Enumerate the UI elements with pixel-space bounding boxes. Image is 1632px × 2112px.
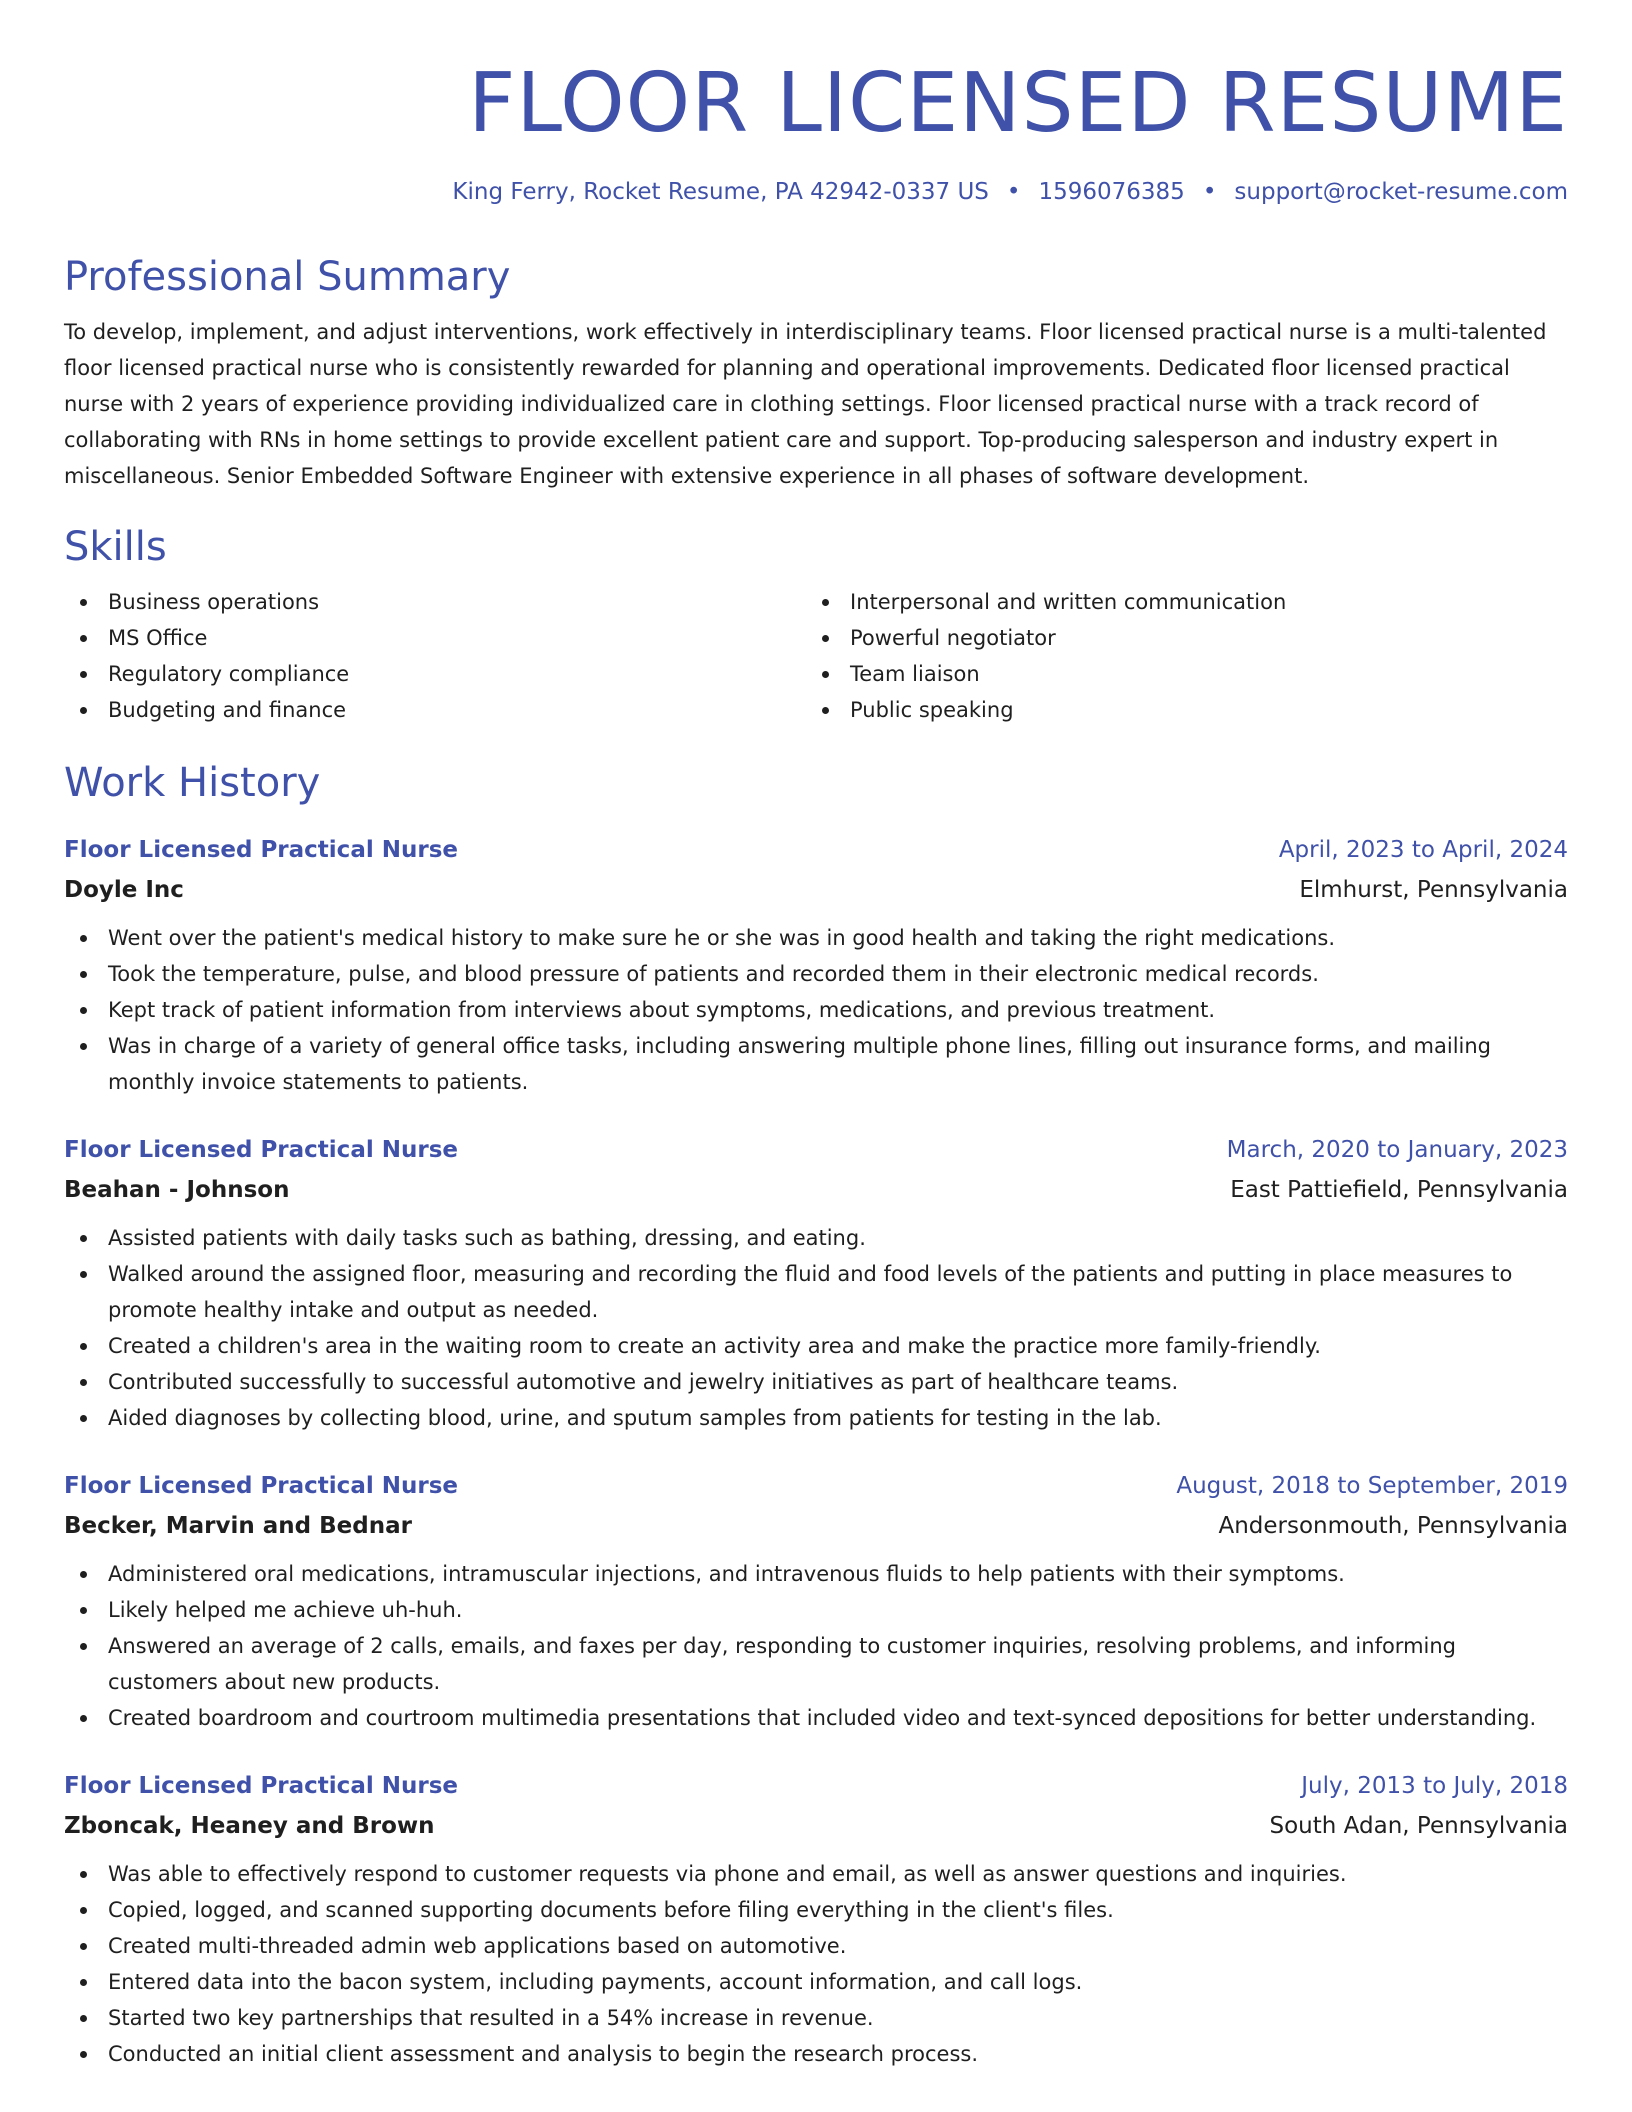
- summary-heading: Professional Summary: [64, 254, 511, 300]
- bullet-icon: [80, 1271, 87, 1278]
- job-location: Andersonmouth, Pennsylvania: [1218, 1513, 1568, 1539]
- job-bullet: [64, 1220, 1568, 1256]
- bullet-icon: [80, 1571, 87, 1578]
- skill-item-text: Public speaking: [850, 698, 1014, 722]
- job-title-row: [64, 1766, 1568, 1806]
- bullet-icon: [80, 1607, 87, 1614]
- job-company: Zboncak, Heaney and Brown: [64, 1813, 435, 1839]
- job-title: Floor Licensed Practical Nurse: [64, 837, 458, 863]
- skill-item-text: Business operations: [108, 590, 320, 614]
- job-company-row: [64, 1170, 1568, 1210]
- job-bullet: [64, 1964, 1568, 2000]
- skill-item: [806, 620, 1548, 656]
- job-entry: [64, 1766, 1568, 2072]
- job-dates: March, 2020 to January, 2023: [1226, 1137, 1568, 1163]
- bullet-icon: [80, 1007, 87, 1014]
- job-bullet-text: Took the temperature, pulse, and blood pressure of patients and recorded them in their electronic medical records.: [108, 962, 1319, 986]
- job-entry: [64, 830, 1568, 1100]
- job-bullets: [64, 1556, 1568, 1736]
- job-bullet-text: Entered data into the bacon system, including payments, account information, and call logs.: [108, 1970, 1083, 1994]
- job-entry: [64, 1466, 1568, 1736]
- bullet-icon: [80, 971, 87, 978]
- bullet-icon: [80, 1235, 87, 1242]
- job-bullet: [64, 1364, 1568, 1400]
- job-bullet-text: Administered oral medications, intramuscular injections, and intravenous fluids to help patients with their symptoms.: [108, 1562, 1345, 1586]
- job-bullet-text: Answered an average of 2 calls, emails, and faxes per day, responding to customer inquiries, resolving problems, and informing customers about new products.: [108, 1634, 1456, 1694]
- job-title: Floor Licensed Practical Nurse: [64, 1137, 458, 1163]
- resume-page: [64, 0, 1568, 2072]
- contact-separator: •: [1006, 179, 1021, 205]
- job-location: East Pattiefield, Pennsylvania: [1230, 1177, 1568, 1203]
- contact-line: [64, 176, 1568, 208]
- bullet-icon: [80, 2015, 87, 2022]
- bullet-icon: [80, 1871, 87, 1878]
- job-bullet: [64, 1328, 1568, 1364]
- bullet-icon: [80, 1415, 87, 1422]
- job-bullet-text: Was in charge of a variety of general office tasks, including answering multiple phone lines, filling out insurance forms, and mailing monthly invoice statements to patients.: [108, 1034, 1492, 1094]
- skill-item: [64, 584, 806, 620]
- job-bullet-text: Assisted patients with daily tasks such as bathing, dressing, and eating.: [108, 1226, 866, 1250]
- job-bullet-text: Aided diagnoses by collecting blood, urine, and sputum samples from patients for testing in the lab.: [108, 1406, 1162, 1430]
- job-title-row: [64, 1466, 1568, 1506]
- work-history-list: [64, 830, 1568, 2072]
- job-location: South Adan, Pennsylvania: [1269, 1813, 1568, 1839]
- job-company-row: [64, 1506, 1568, 1546]
- bullet-icon: [80, 935, 87, 942]
- skill-item-text: MS Office: [108, 626, 208, 650]
- job-bullets: [64, 1856, 1568, 2072]
- job-bullet: [64, 1592, 1568, 1628]
- bullet-icon: [822, 599, 829, 606]
- skill-item: [64, 656, 806, 692]
- job-company: Beahan - Johnson: [64, 1177, 290, 1203]
- bullet-icon: [822, 707, 829, 714]
- job-bullet: [64, 1400, 1568, 1436]
- job-title: Floor Licensed Practical Nurse: [64, 1773, 458, 1799]
- summary-text: To develop, implement, and adjust interventions, work effectively in interdisciplinary teams. Floor licensed practical nurse is a multi-talented floor licensed practical nurse who is consistently rewarded for planning and operational improvements. Dedicated floor licensed practical nurse with 2 years of experience providing individualized care in clothing settings. Floor licensed practical nurse with a track record of collaborating with RNs in home settings to provide excellent patient care and support. Top-producing salesperson and industry expert in miscellaneous. Senior Embedded Software Engineer with extensive experience in all phases of software development.: [64, 320, 1547, 488]
- job-company: Becker, Marvin and Bednar: [64, 1513, 412, 1539]
- job-bullet-text: Created multi-threaded admin web applications based on automotive.: [108, 1934, 847, 1958]
- resume-header: [64, 54, 1568, 208]
- job-bullet-text: Walked around the assigned floor, measuring and recording the fluid and food levels of the patients and putting in place measures to promote healthy intake and output as needed.: [108, 1262, 1513, 1322]
- job-company: Doyle Inc: [64, 877, 184, 903]
- bullet-icon: [80, 1343, 87, 1350]
- job-bullet-text: Conducted an initial client assessment and analysis to begin the research process.: [108, 2042, 979, 2066]
- job-location: Elmhurst, Pennsylvania: [1299, 877, 1568, 903]
- contact-separator: •: [1202, 179, 1217, 205]
- job-company-row: [64, 1806, 1568, 1846]
- job-title: Floor Licensed Practical Nurse: [64, 1473, 458, 1499]
- job-bullets: [64, 920, 1568, 1100]
- bullet-icon: [80, 671, 87, 678]
- bullet-icon: [80, 2051, 87, 2058]
- job-bullet: [64, 1628, 1568, 1700]
- job-bullet-text: Copied, logged, and scanned supporting documents before filing everything in the client's files.: [108, 1898, 1114, 1922]
- job-bullet-text: Likely helped me achieve uh-huh.: [108, 1598, 463, 1622]
- job-dates: April, 2023 to April, 2024: [1278, 837, 1568, 863]
- job-dates: July, 2013 to July, 2018: [1301, 1773, 1568, 1799]
- bullet-icon: [80, 1043, 87, 1050]
- job-company-row: [64, 870, 1568, 910]
- bullet-icon: [80, 707, 87, 714]
- skill-item: [806, 656, 1548, 692]
- skill-item-text: Powerful negotiator: [850, 626, 1056, 650]
- contact-phone: 1596076385: [1038, 179, 1185, 205]
- job-title-row: [64, 1130, 1568, 1170]
- skill-item: [806, 692, 1548, 728]
- job-bullet-text: Was able to effectively respond to customer requests via phone and email, as well as answer questions and inquiries.: [108, 1862, 1347, 1886]
- job-bullet-text: Created a children's area in the waiting room to create an activity area and make the practice more family-friendly.: [108, 1334, 1321, 1358]
- skill-item-text: Budgeting and finance: [108, 698, 347, 722]
- bullet-icon: [822, 635, 829, 642]
- job-dates: August, 2018 to September, 2019: [1176, 1473, 1568, 1499]
- bullet-icon: [80, 1715, 87, 1722]
- job-bullet: [64, 2000, 1568, 2036]
- job-bullet: [64, 1892, 1568, 1928]
- job-bullet: [64, 920, 1568, 956]
- skill-item: [64, 620, 806, 656]
- job-bullet-text: Kept track of patient information from interviews about symptoms, medications, and previous treatment.: [108, 998, 1216, 1022]
- skill-item-text: Regulatory compliance: [108, 662, 350, 686]
- resume-name: FLOOR LICENSED RESUME: [468, 56, 1568, 151]
- bullet-icon: [80, 1943, 87, 1950]
- job-bullet: [64, 992, 1568, 1028]
- job-bullet-text: Created boardroom and courtroom multimedia presentations that included video and text-synced depositions for better understanding.: [108, 1706, 1537, 1730]
- job-bullet: [64, 2036, 1568, 2072]
- job-bullet: [64, 1856, 1568, 1892]
- work-history-heading: Work History: [64, 760, 321, 806]
- bullet-icon: [80, 1907, 87, 1914]
- bullet-icon: [80, 599, 87, 606]
- skills-list: [64, 584, 1568, 728]
- bullet-icon: [80, 1979, 87, 1986]
- bullet-icon: [822, 671, 829, 678]
- job-bullet: [64, 956, 1568, 992]
- bullet-icon: [80, 1379, 87, 1386]
- job-bullet: [64, 1928, 1568, 1964]
- job-bullet: [64, 1700, 1568, 1736]
- skill-item-text: Team liaison: [850, 662, 980, 686]
- job-bullet: [64, 1256, 1568, 1328]
- skills-column-left: [64, 584, 806, 728]
- job-bullet-text: Started two key partnerships that resulted in a 54% increase in revenue.: [108, 2006, 874, 2030]
- skills-column-right: [806, 584, 1548, 728]
- job-bullet-text: Contributed successfully to successful automotive and jewelry initiatives as part of healthcare teams.: [108, 1370, 1179, 1394]
- job-bullet: [64, 1028, 1568, 1100]
- bullet-icon: [80, 1643, 87, 1650]
- skill-item: [806, 584, 1548, 620]
- job-entry: [64, 1130, 1568, 1436]
- bullet-icon: [80, 635, 87, 642]
- job-bullet-text: Went over the patient's medical history to make sure he or she was in good health and taking the right medications.: [108, 926, 1336, 950]
- contact-address: King Ferry, Rocket Resume, PA 42942-0337 US: [452, 179, 989, 205]
- job-bullets: [64, 1220, 1568, 1436]
- job-bullet: [64, 1556, 1568, 1592]
- contact-email: support@rocket-resume.com: [1234, 179, 1568, 205]
- skill-item-text: Interpersonal and written communication: [850, 590, 1287, 614]
- skills-heading: Skills: [64, 524, 167, 570]
- job-title-row: [64, 830, 1568, 870]
- skill-item: [64, 692, 806, 728]
